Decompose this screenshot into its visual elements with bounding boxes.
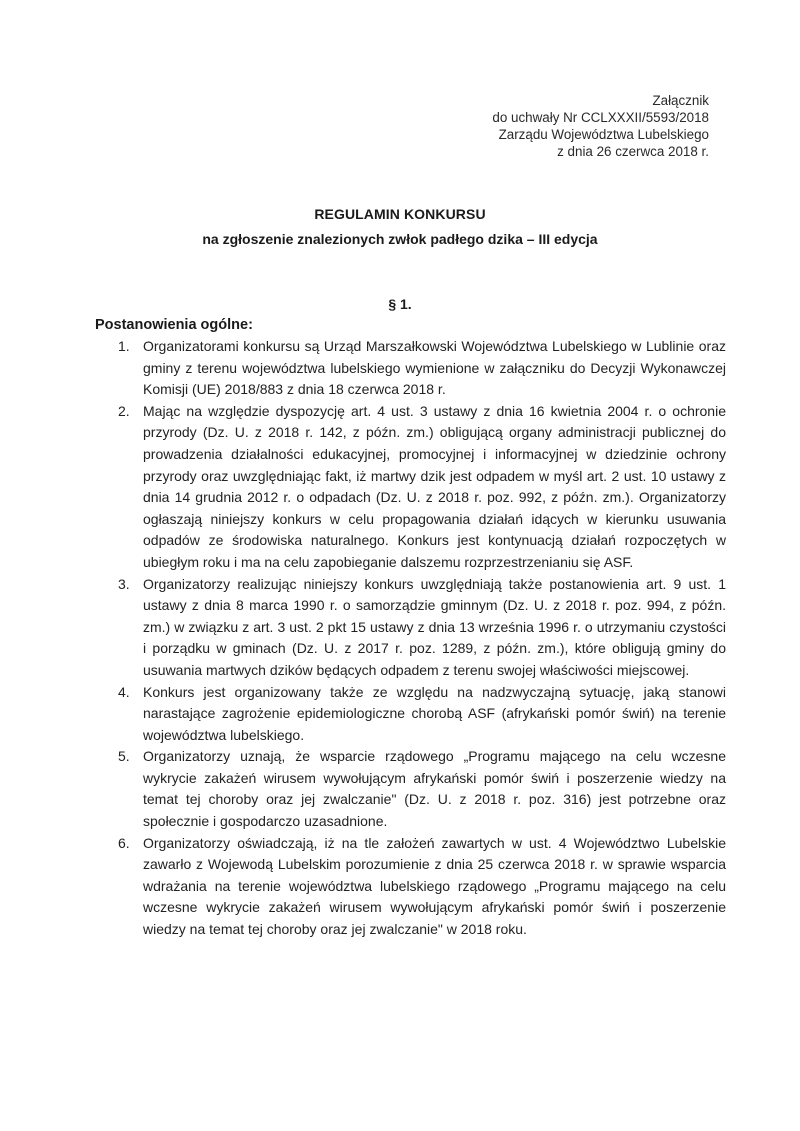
item-number: 4.	[118, 683, 130, 700]
document-subtitle: na zgłoszenie znalezionych zwłok padłego dzika – III edycja	[202, 231, 598, 247]
item-number: 3.	[118, 575, 130, 592]
list-item	[118, 833, 726, 941]
annex-board-name: Zarządu Województwa Lubelskiego	[498, 127, 709, 142]
item-text: Konkurs jest organizowany także ze względu na nadzwyczajną sytuację, jaką stanowi narastające zagrożenie epidemiologiczne chorobą ASF (afrykański pomór świń) na terenie województwa lubelskiego.	[143, 683, 726, 743]
item-text: Organizatorzy oświadczają, iż na tle założeń zawartych w ust. 4 Województwo Lubelskie zawarło z Wojewodą Lubelskim porozumienie z dnia 25 czerwca 2018 r. w sprawie wsparcia wdrażania na terenie województwa lubelskiego rządowego „Programu mającego na celu wczesne wykrycie zakażeń wirusem wywołującym afrykański pomór świń i poszerzenie wiedzy na temat tej choroby oraz jej zwalczanie" w 2018 roku.	[143, 834, 726, 938]
list-item	[118, 682, 726, 747]
list-item	[118, 574, 726, 682]
list-item	[118, 336, 726, 401]
annex-resolution-number: do uchwały Nr CCLXXXII/5593/2018	[492, 110, 709, 125]
section-number: § 1.	[388, 296, 412, 312]
item-number: 2.	[118, 402, 130, 419]
item-text: Organizatorzy realizując niniejszy konkurs uwzględniają także postanowienia art. 9 ust. 1 ustawy z dnia 8 marca 1990 r. o samorządzie gminnym (Dz. U. z 2018 r. poz. 994, z późn. zm.) w związku z art. 3 ust. 2 pkt 15 ustawy z dnia 13 września 1996 r. o utrzymaniu czystości i porządku w gminach (Dz. U. z 2017 r. poz. 1289, z późn. zm.), które obligują gminy do usuwania martwych dzików będących odpadem z terenu swojej właściwości miejscowej.	[143, 575, 726, 678]
item-text: Organizatorami konkursu są Urząd Marszałkowski Województwa Lubelskiego w Lublinie oraz gminy z terenu województwa lubelskiego wymienione w załączniku do Decyzji Wykonawczej Komisji (UE) 2018/883 z dnia 18 czerwca 2018 r.	[143, 338, 726, 398]
item-number: 1.	[118, 338, 130, 354]
list-item	[118, 746, 726, 832]
document-title: REGULAMIN KONKURSU	[314, 206, 486, 222]
section-heading: Postanowienia ogólne:	[95, 317, 253, 333]
document-title-block	[0, 204, 800, 249]
provisions-list	[118, 336, 726, 941]
list-item	[118, 401, 726, 574]
item-text: Mając na względzie dyspozycję art. 4 ust. 3 ustawy z dnia 16 kwietnia 2004 r. o ochronie przyrody (Dz. U. z 2018 r. 142, z późn. zm.) obligującą organy administracji publicznej do prowadzenia działalności edukacyjnej, promocyjnej i informacyjnej w dziedzinie ochrony przyrody oraz uwzględniając fakt, iż martwy dzik jest odpadem w myśl art. 2 ust. 10 ustawy z dnia 14 grudnia 2012 r. o odpadach (Dz. U. z 2018 r. poz. 992, z późn. zm.). Organizatorzy ogłaszają niniejszy konkurs w celu propagowania działań idących w kierunku usuwania odpadów ze środowiska naturalnego. Konkurs jest kontynuacją działań rozpoczętych w ubiegłym roku i ma na celu zapobieganie dalszemu rozprzestrzenianiu się ASF.	[143, 402, 726, 570]
annex-date: z dnia 26 czerwca 2018 r.	[557, 144, 709, 159]
item-text: Organizatorzy uznają, że wsparcie rządowego „Programu mającego na celu wczesne wykrycie zakażeń wirusem wywołującym afrykański pomór świń i poszerzenie wiedzy na temat tej choroby oraz jej zwalczanie" (Dz. U. z 2018 r. poz. 316) jest potrzebne oraz społecznie i gospodarczo uzasadnione.	[143, 748, 726, 830]
annex-label: Załącznik	[652, 93, 709, 108]
annex-header	[492, 92, 709, 160]
item-number: 5.	[118, 748, 130, 765]
item-number: 6.	[118, 834, 130, 851]
